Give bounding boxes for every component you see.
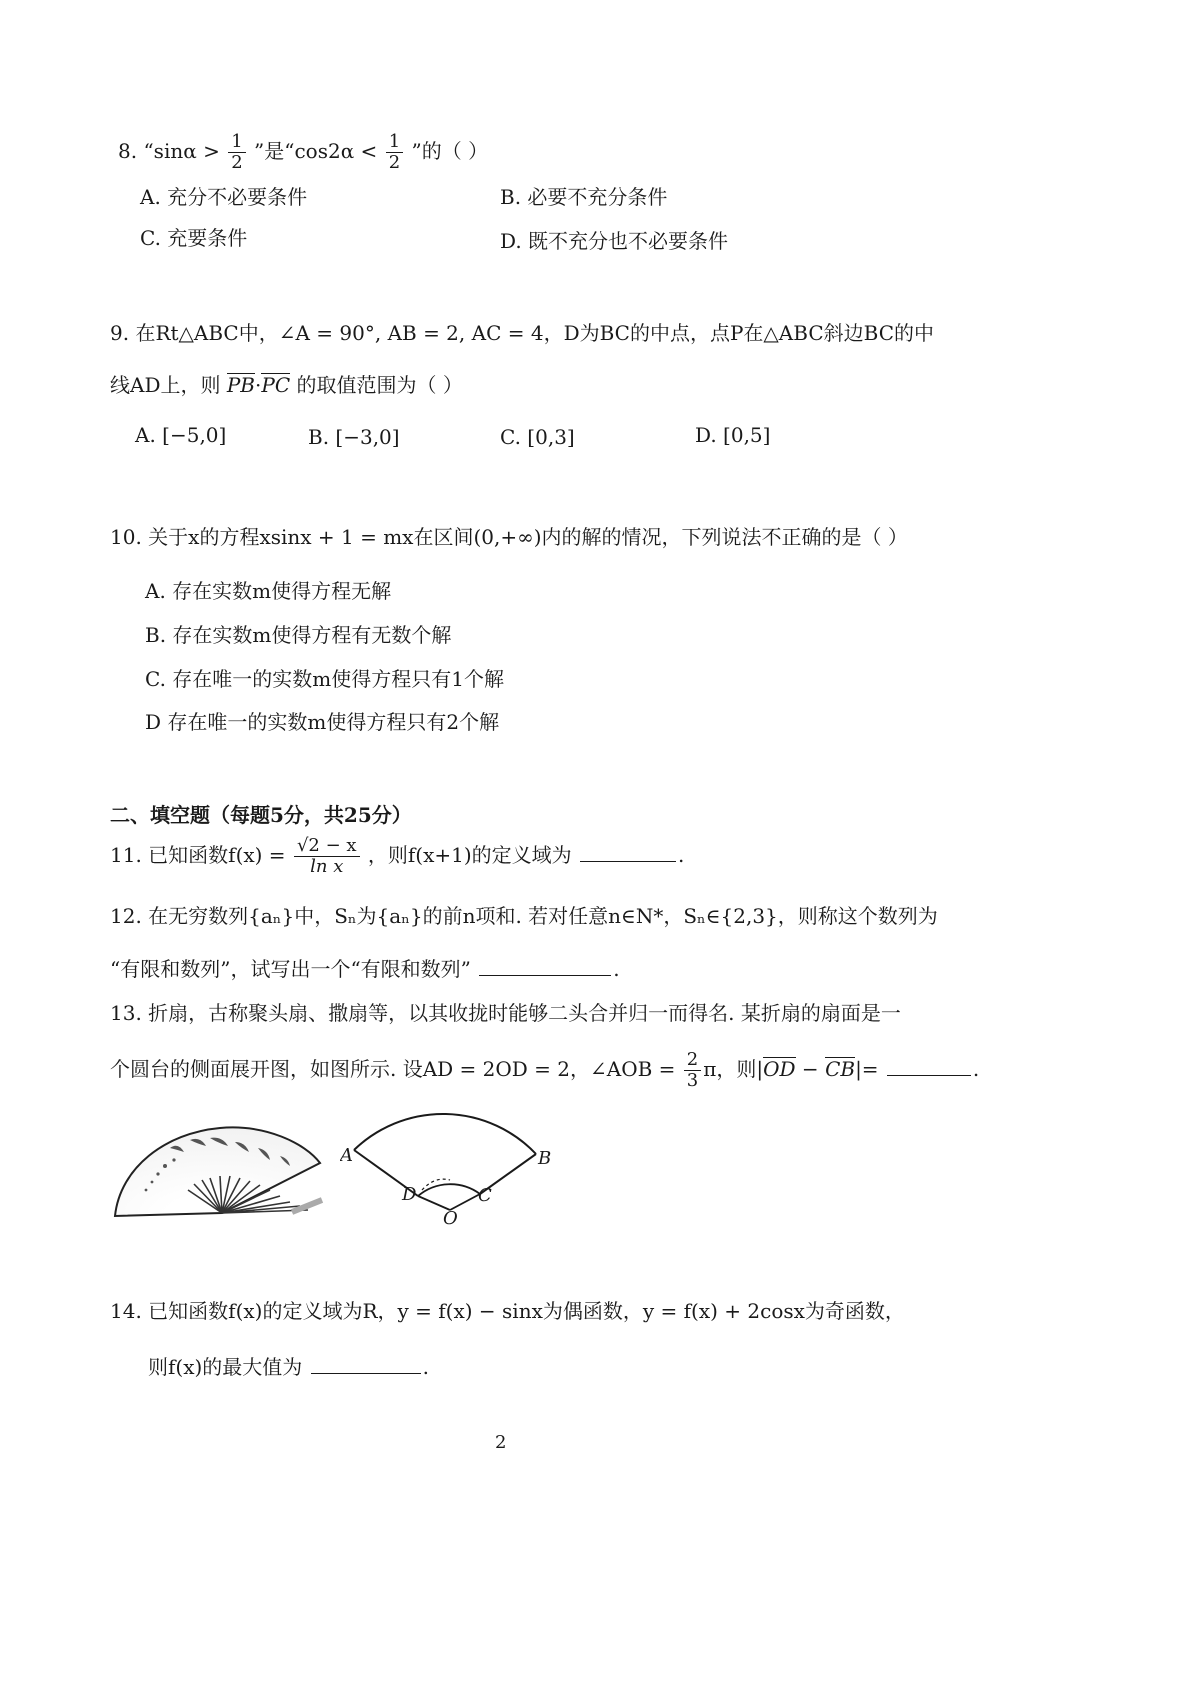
- label-d: D: [402, 1184, 417, 1205]
- q13-line2-abs-end: |=: [855, 1057, 879, 1081]
- q11-answer-blank[interactable]: [580, 843, 676, 862]
- page-number: 2: [495, 1432, 507, 1453]
- q11-fraction-numerator: √2 − x: [294, 836, 360, 857]
- q12-line2-text: “有限和数列”，试写出一个“有限和数列”: [110, 957, 471, 981]
- q14-stem-line2: [148, 1354, 429, 1380]
- q9-line2-end: 的取值范围为（ ）: [296, 373, 463, 397]
- q11-stem-start: 11. 已知函数f(x) =: [110, 843, 286, 867]
- label-a: A: [340, 1145, 353, 1166]
- q11-period: .: [678, 843, 685, 867]
- q13-stem-line2: [110, 1050, 979, 1091]
- q11-stem: [110, 836, 684, 877]
- q13-answer-blank[interactable]: [887, 1057, 971, 1076]
- q13-vector-od-label: OD: [763, 1057, 796, 1081]
- q9-vector-pb: [227, 372, 255, 398]
- q9-option-a[interactable]: A. [−5,0]: [135, 423, 227, 447]
- q8-fraction-1-numerator: 1: [228, 132, 245, 153]
- q9-option-d[interactable]: D. [0,5]: [695, 423, 771, 447]
- q13-vector-cb-arrow: [825, 1057, 855, 1058]
- q12-period: .: [613, 957, 620, 981]
- folding-fan-photo: [110, 1108, 325, 1223]
- q12-stem-line2: [110, 956, 620, 982]
- q9-line2-start: 线AD上，则: [110, 373, 221, 397]
- q14-period: .: [422, 1355, 430, 1379]
- q8-stem-part3: ”的（ ）: [411, 139, 489, 163]
- q12-stem-line1: 12. 在无穷数列{aₙ}中，Sₙ为{aₙ}的前n项和. 若对任意n∈N*，Sₙ∈{2,3}，则称这个数列为: [110, 904, 938, 928]
- q9-vector-pc: [261, 372, 290, 398]
- q11-fraction-denominator: ln x: [310, 856, 344, 877]
- q8-option-d[interactable]: D. 既不充分也不必要条件: [500, 229, 729, 253]
- fan-diagram: [340, 1108, 565, 1226]
- q9-vector-pc-arrow: [261, 373, 290, 374]
- q9-dot-product: ·: [255, 373, 262, 397]
- q13-minus-sign: −: [795, 1057, 826, 1081]
- q13-period: .: [972, 1057, 980, 1081]
- q11-fraction: [294, 836, 360, 877]
- q13-vector-cb-label: CB: [825, 1057, 856, 1081]
- q8-stem-part2: ”是“cos2α <: [254, 139, 378, 163]
- label-o: O: [443, 1208, 458, 1226]
- q12-answer-blank[interactable]: [479, 957, 611, 976]
- q9-vector-pc-label: PC: [261, 373, 291, 397]
- q8-fraction-2-denominator: 2: [388, 152, 401, 173]
- q9-stem-line1: 9. 在Rt△ABC中，∠A = 90°, AB = 2, AC = 4，D为BC的中点，点P在△ABC斜边BC的中: [110, 321, 934, 345]
- q10-stem: 10. 关于x的方程xsinx + 1 = mx在区间(0,+∞)内的解的情况，下列说法不正确的是（ ）: [110, 525, 908, 549]
- q8-fraction-1: [228, 132, 245, 173]
- q9-stem-line2: [110, 372, 463, 398]
- q10-option-a[interactable]: A. 存在实数m使得方程无解: [145, 579, 392, 603]
- section2-heading: 二、填空题（每题5分，共25分）: [110, 803, 412, 827]
- outer-arc-ab: [354, 1114, 536, 1154]
- q8-option-b[interactable]: B. 必要不充分条件: [500, 185, 668, 209]
- q10-option-c[interactable]: C. 存在唯一的实数m使得方程只有1个解: [145, 667, 504, 691]
- q13-fraction-numerator: 2: [684, 1050, 701, 1071]
- q9-vector-pb-label: PB: [226, 373, 255, 397]
- q8-fraction-2: [386, 132, 403, 173]
- q13-line2-start: 个圆台的侧面展开图，如图所示. 设AD = 2OD = 2，∠AOB =: [110, 1057, 676, 1081]
- q8-stem-part1: “sinα >: [143, 139, 220, 163]
- label-c: C: [478, 1185, 492, 1206]
- q13-fraction: [684, 1050, 701, 1091]
- q13-line2-mid: π，则|: [703, 1057, 764, 1081]
- q9-option-c[interactable]: C. [0,3]: [500, 425, 575, 449]
- label-b: B: [538, 1148, 552, 1169]
- q13-stem-line1: 13. 折扇，古称聚头扇、撒扇等，以其收拢时能够二头合并归一而得名. 某折扇的扇面是一: [110, 1001, 901, 1025]
- q8-number: 8.: [118, 139, 138, 163]
- q14-line2-text: 则f(x)的最大值为: [148, 1355, 303, 1379]
- inner-arc-dc: [418, 1184, 480, 1196]
- q13-vector-cb: [825, 1056, 855, 1082]
- q13-vector-od: [763, 1056, 795, 1082]
- q10-option-b[interactable]: B. 存在实数m使得方程有无数个解: [145, 623, 452, 647]
- q8-fraction-1-denominator: 2: [231, 152, 243, 173]
- q8-option-c[interactable]: C. 充要条件: [140, 226, 248, 250]
- q14-answer-blank[interactable]: [311, 1355, 421, 1374]
- q8-option-a[interactable]: A. 充分不必要条件: [140, 185, 308, 209]
- q13-fraction-denominator: 3: [686, 1070, 699, 1091]
- q8-fraction-2-numerator: 1: [386, 132, 403, 153]
- q9-vector-pb-arrow: [227, 373, 255, 374]
- q11-stem-end: ，则f(x+1)的定义域为: [367, 843, 572, 867]
- q10-option-d[interactable]: D 存在唯一的实数m使得方程只有2个解: [145, 710, 500, 734]
- q13-vector-od-arrow: [763, 1057, 795, 1058]
- q9-option-b[interactable]: B. [−3,0]: [308, 425, 400, 449]
- q14-stem-line1: 14. 已知函数f(x)的定义域为R，y = f(x) − sinx为偶函数，y = f(x) + 2cosx为奇函数，: [110, 1299, 905, 1323]
- q8-stem: [118, 132, 488, 173]
